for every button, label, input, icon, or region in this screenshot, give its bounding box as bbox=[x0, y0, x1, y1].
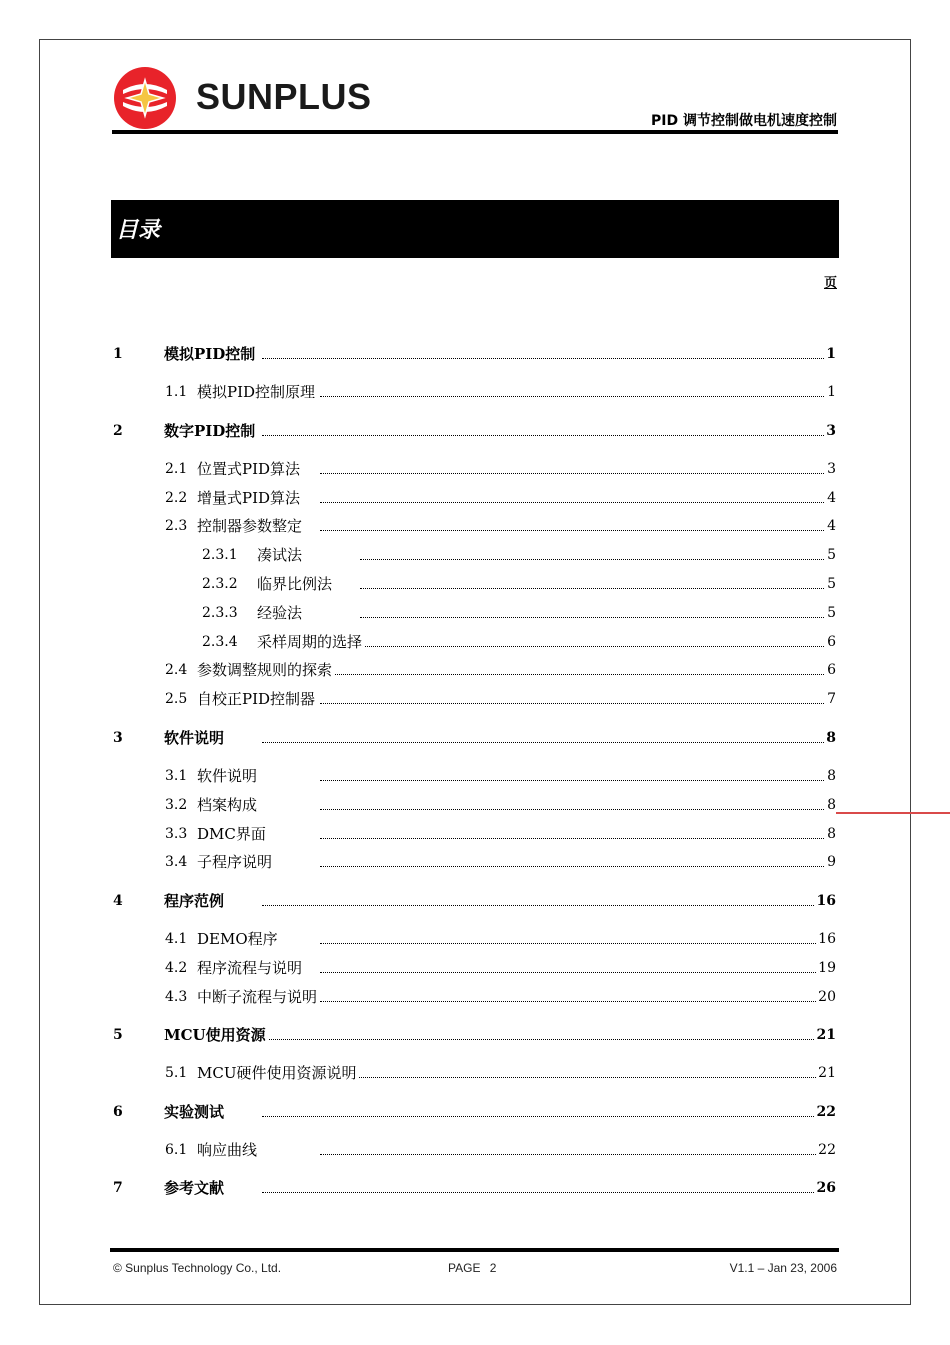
toc-entry-label: 程序范例 bbox=[164, 892, 225, 910]
toc-entry-page: 8 bbox=[825, 823, 836, 845]
toc-entry[interactable] bbox=[0, 794, 950, 816]
toc-entry[interactable] bbox=[0, 1101, 950, 1123]
toc-entry-page: 3 bbox=[825, 458, 836, 480]
toc-entry-label: 子程序说明 bbox=[197, 853, 273, 871]
toc-entry[interactable] bbox=[0, 851, 950, 873]
toc-entry-number: 2.5 bbox=[165, 688, 187, 710]
toc-leader-dots bbox=[262, 1192, 826, 1193]
toc-entry-label: 自校正PID控制器 bbox=[197, 690, 316, 708]
toc-entry-page: 5 bbox=[825, 544, 836, 566]
toc-entry-number: 3.3 bbox=[165, 823, 187, 845]
toc-entry-label: MCU硬件使用资源说明 bbox=[197, 1064, 357, 1082]
toc-entry-label: 软件说明 bbox=[164, 729, 225, 747]
toc-entry-page: 5 bbox=[825, 602, 836, 624]
toc-entry-number: 4.2 bbox=[165, 957, 187, 979]
toc-leader-dots bbox=[262, 358, 826, 359]
toc-entry[interactable] bbox=[0, 544, 950, 566]
toc-entry[interactable] bbox=[0, 890, 950, 912]
toc-entry-page: 21 bbox=[815, 1024, 836, 1046]
toc-entry-number: 2.4 bbox=[165, 659, 187, 681]
footer-page-number: PAGE 2 bbox=[448, 1261, 497, 1275]
toc-entry[interactable] bbox=[0, 1024, 950, 1046]
red-annotation-line bbox=[826, 812, 950, 814]
toc-entry[interactable] bbox=[0, 1177, 950, 1199]
toc-leader-dots bbox=[320, 809, 826, 810]
toc-entry[interactable] bbox=[0, 487, 950, 509]
toc-entry-page: 1 bbox=[824, 343, 836, 365]
toc-entry-number: 2.3 bbox=[165, 515, 187, 537]
toc-entry-label: 程序流程与说明 bbox=[197, 959, 303, 977]
toc-entry-page: 8 bbox=[825, 794, 836, 816]
document-title: PID 调节控制做电机速度控制 bbox=[651, 113, 837, 129]
toc-entry-number: 4.3 bbox=[165, 986, 187, 1008]
brand-name: SUNPLUS bbox=[196, 76, 372, 117]
toc-entry-page: 22 bbox=[816, 1139, 836, 1161]
toc-entry-page: 16 bbox=[816, 928, 836, 950]
toc-leader-dots bbox=[320, 838, 826, 839]
toc-entry-label: 实验测试 bbox=[164, 1103, 225, 1121]
toc-entry[interactable] bbox=[0, 727, 950, 749]
toc-entry-number: 4 bbox=[113, 890, 123, 912]
toc-entry-label: 临界比例法 bbox=[257, 575, 333, 593]
page-column-label: 页 bbox=[823, 276, 837, 291]
toc-entry-label: 数字PID控制 bbox=[164, 422, 256, 440]
toc-entry-number: 2.1 bbox=[165, 458, 187, 480]
toc-entry-label: 档案构成 bbox=[197, 796, 258, 814]
toc-entry-label: DEMO程序 bbox=[197, 930, 278, 948]
toc-entry-page: 8 bbox=[824, 727, 836, 749]
toc-entry-number: 2.3.1 bbox=[202, 544, 238, 566]
toc-entry-number: 3 bbox=[113, 727, 123, 749]
toc-entry-label: 软件说明 bbox=[197, 767, 258, 785]
toc-entry[interactable] bbox=[0, 957, 950, 979]
toc-entry-page: 16 bbox=[815, 890, 836, 912]
toc-entry-page: 1 bbox=[825, 381, 836, 403]
toc-leader-dots bbox=[320, 972, 826, 973]
toc-entry-number: 5 bbox=[113, 1024, 123, 1046]
toc-entry-page: 6 bbox=[825, 659, 836, 681]
toc-entry[interactable] bbox=[0, 765, 950, 787]
toc-entry[interactable] bbox=[0, 986, 950, 1008]
footer-copyright: © Sunplus Technology Co., Ltd. bbox=[113, 1261, 282, 1275]
toc-entry-label: 控制器参数整定 bbox=[197, 517, 303, 535]
toc-leader-dots bbox=[320, 530, 826, 531]
toc-entry-label: 凑试法 bbox=[257, 546, 303, 564]
toc-entry[interactable] bbox=[0, 823, 950, 845]
toc-entry-page: 7 bbox=[825, 688, 836, 710]
toc-entry-page: 22 bbox=[815, 1101, 836, 1123]
toc-leader-dots bbox=[360, 588, 826, 589]
toc-entry[interactable] bbox=[0, 688, 950, 710]
toc-leader-dots bbox=[320, 1077, 826, 1078]
toc-entry-number: 2.3.2 bbox=[202, 573, 238, 595]
toc-leader-dots bbox=[360, 646, 826, 647]
toc-entry[interactable] bbox=[0, 420, 950, 442]
toc-leader-dots bbox=[262, 905, 826, 906]
toc-entry-number: 2 bbox=[113, 420, 123, 442]
toc-entry-label: 参考文献 bbox=[164, 1179, 225, 1197]
toc-leader-dots bbox=[320, 502, 826, 503]
footer-version: V1.1 – Jan 23, 2006 bbox=[729, 1261, 837, 1275]
toc-entry-number: 5.1 bbox=[165, 1062, 187, 1084]
toc-leader-dots bbox=[320, 780, 826, 781]
toc-entry-page: 8 bbox=[825, 765, 836, 787]
toc-leader-dots bbox=[320, 1154, 826, 1155]
toc-leader-dots bbox=[360, 559, 826, 560]
toc-entry-number: 2.2 bbox=[165, 487, 187, 509]
toc-leader-dots bbox=[320, 1001, 826, 1002]
toc-entry[interactable] bbox=[0, 1062, 950, 1084]
toc-heading: 目录 bbox=[116, 217, 161, 243]
toc-entry[interactable] bbox=[0, 381, 950, 403]
toc-entry-page: 26 bbox=[815, 1177, 836, 1199]
toc-entry-number: 7 bbox=[113, 1177, 123, 1199]
toc-entry-label: 响应曲线 bbox=[197, 1141, 258, 1159]
toc-entry[interactable] bbox=[0, 343, 950, 365]
toc-leader-dots bbox=[262, 742, 826, 743]
toc-entry-number: 2.3.4 bbox=[202, 631, 238, 653]
toc-entry-number: 3.4 bbox=[165, 851, 187, 873]
toc-entry[interactable] bbox=[0, 602, 950, 624]
toc-entry[interactable] bbox=[0, 659, 950, 681]
toc-entry-label: 中断子流程与说明 bbox=[197, 988, 318, 1006]
toc-leader-dots bbox=[262, 1039, 826, 1040]
toc-entry-label: 模拟PID控制原理 bbox=[197, 383, 316, 401]
toc-entry-number: 3.2 bbox=[165, 794, 187, 816]
toc-entry-label: 位置式PID算法 bbox=[197, 460, 301, 478]
toc-entry-number: 1 bbox=[113, 343, 123, 365]
toc-leader-dots bbox=[320, 396, 826, 397]
toc-entry-page: 20 bbox=[816, 986, 836, 1008]
toc-leader-dots bbox=[360, 617, 826, 618]
toc-entry-page: 4 bbox=[825, 515, 836, 537]
toc-entry[interactable] bbox=[0, 631, 950, 653]
toc-entry-number: 2.3.3 bbox=[202, 602, 238, 624]
toc-entry-label: 采样周期的选择 bbox=[257, 633, 363, 651]
toc-entry-number: 4.1 bbox=[165, 928, 187, 950]
toc-entry[interactable] bbox=[0, 573, 950, 595]
toc-entry-page: 3 bbox=[824, 420, 836, 442]
toc-entry-page: 6 bbox=[825, 631, 836, 653]
toc-entry[interactable] bbox=[0, 928, 950, 950]
toc-entry-page: 4 bbox=[825, 487, 836, 509]
footer-divider bbox=[110, 1248, 839, 1252]
toc-leader-dots bbox=[320, 473, 826, 474]
toc-entry-label: 经验法 bbox=[257, 604, 303, 622]
toc-leader-dots bbox=[320, 703, 826, 704]
toc-entry-number: 3.1 bbox=[165, 765, 187, 787]
toc-entry[interactable] bbox=[0, 515, 950, 537]
toc-entry-page: 21 bbox=[816, 1062, 836, 1084]
toc-entry-page: 19 bbox=[816, 957, 836, 979]
toc-leader-dots bbox=[320, 866, 826, 867]
toc-entry-label: 模拟PID控制 bbox=[164, 345, 256, 363]
toc-leader-dots bbox=[262, 435, 826, 436]
toc-entry-page: 5 bbox=[825, 573, 836, 595]
toc-entry-number: 6 bbox=[113, 1101, 123, 1123]
toc-entry[interactable] bbox=[0, 458, 950, 480]
toc-entry-label: DMC界面 bbox=[197, 825, 266, 843]
toc-entry-label: 参数调整规则的探索 bbox=[197, 661, 333, 679]
toc-entry-number: 1.1 bbox=[165, 381, 187, 403]
toc-entry-number: 6.1 bbox=[165, 1139, 187, 1161]
toc-leader-dots bbox=[320, 674, 826, 675]
toc-leader-dots bbox=[262, 1116, 826, 1117]
toc-entry[interactable] bbox=[0, 1139, 950, 1161]
toc-entry-page: 9 bbox=[825, 851, 836, 873]
toc-entry-label: 增量式PID算法 bbox=[197, 489, 301, 507]
toc-leader-dots bbox=[320, 943, 826, 944]
toc-entry-label: MCU使用资源 bbox=[164, 1026, 266, 1044]
